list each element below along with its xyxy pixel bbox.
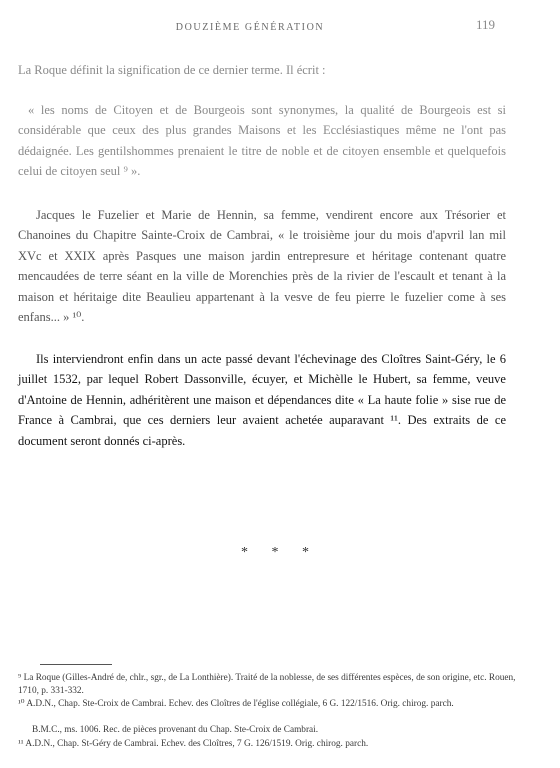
footnote-rule [40,664,112,665]
section-separator: * * * [241,545,319,560]
footnote-11: ¹¹ A.D.N., Chap. St-Géry de Cambrai. Echev. des Cloîtres, 7 G. 126/1519. Orig. chirog. parch. [18,739,369,749]
running-head: DOUZIÈME GÉNÉRATION [175,22,325,33]
paragraph-cloitres-saint-gery: Ils interviendront enfin dans un acte passé devant l'échevinage des Cloîtres Saint-Géry, le 6 juillet 1532, par lequel Robert Dassonville, écuyer, et Michèlle le Hubert, sa femme, veuve d'Antoine de Hennin, adhéritèrent une maison et dépendances dite « La haute folie » sise rue de France à Cambrai, que ces derniers leur avaient achetée auparavant ¹¹. Des extraits de ce document seront donnés ci-après. [18,352,506,448]
paragraph-la-roque-intro: La Roque définit la signification de ce dernier terme. Il écrit : [18,63,326,77]
footnote-10: ¹⁰ A.D.N., Chap. Ste-Croix de Cambrai. Echev. des Cloîtres de l'église collégiale, 6 G. 122/1516. Orig. chirog. parch. [18,699,454,709]
paragraph-quotation: « les noms de Citoyen et de Bourgeois sont synonymes, la qualité de Bourgeois est si considérable que ceux des plus grandes Maisons et les Ecclésiastiques même ne l'ont pas dédaignée. Les gentilshommes prenaient le titre de noble et de citoyen ensemble et quelquefois celui de citoyen seul ⁹ ». [18,103,506,179]
footnote-10-continued: B.M.C., ms. 1006. Rec. de pièces provenant du Chap. Ste-Croix de Cambrai. [32,725,319,735]
paragraph-sale-morenchies: Jacques le Fuzelier et Marie de Hennin, sa femme, vendirent encore aux Trésorier et Chanoines du Chapitre Sainte-Croix de Cambrai, « le troisième jour du mois d'apvril lan mil XVc et XXIX après Pasques une maison jardin entrepresure et héritage contenant quatre mencaudées de terre séant en la ville de Morenchies près de la rivier de l'escault et tenant à la maison et héritaige dite Beaulieu appartenant à la vesve de feu pierre le fuzelier come à ses enfans... » ¹⁰. [18,208,506,325]
page-number: 119 [476,17,496,32]
footnote-9: ⁹ La Roque (Gilles-André de, chlr., sgr., de La Lonthière). Traité de la noblesse, de ses différentes espèces, de son origine, etc. Rouen, 1710, p. 331-332. [18,673,516,697]
